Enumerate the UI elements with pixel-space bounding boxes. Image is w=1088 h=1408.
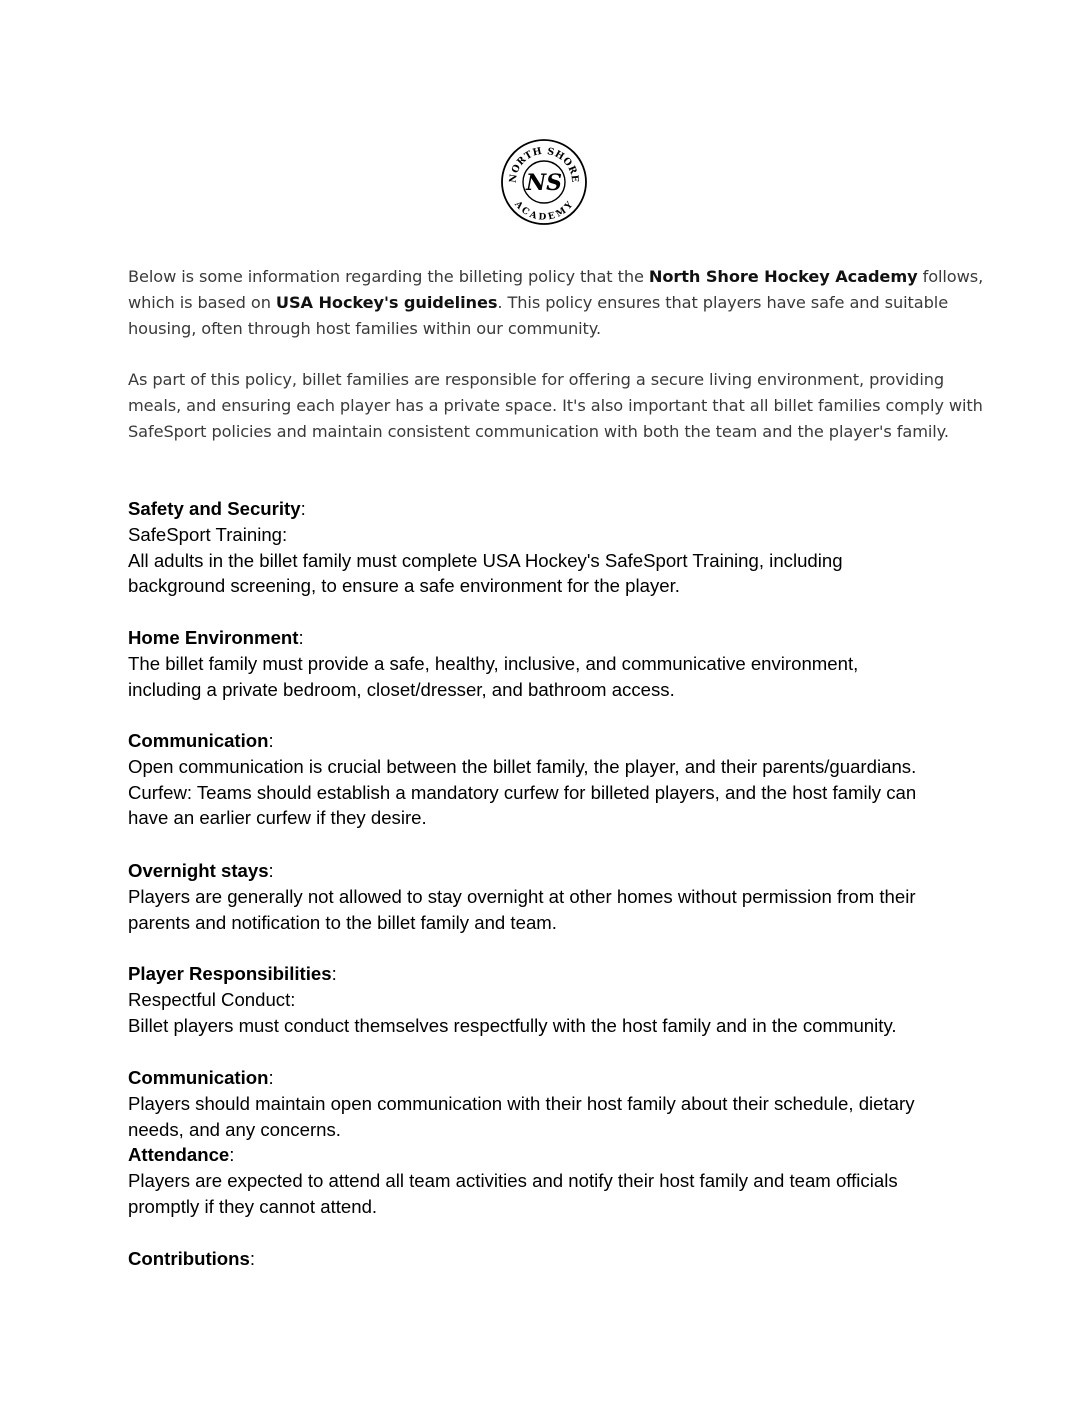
intro-paragraph-1 — [128, 264, 988, 341]
section-heading: Player Responsibilities — [128, 963, 332, 984]
section-contributions: Contributions: — [128, 1248, 256, 1269]
body-line: Players should maintain open communication with their host family about their schedule, dietary — [128, 1092, 915, 1114]
section-player-communication: Communication: Players should maintain open communication with their host family about their schedule, dietary needs, and any concerns. Attendance: Players are expected to attend all team activities and notify their host family and team officials promptly if they cannot attend. — [128, 1065, 988, 1220]
academy-name: North Shore Hockey Academy — [648, 267, 918, 286]
usa-hockey-guidelines: USA Hockey's guidelines — [275, 292, 498, 312]
body-line: Players are generally not allowed to stay overnight at other homes without permission from their — [128, 885, 916, 907]
section-heading: Attendance — [128, 1144, 230, 1166]
body-line: have an earlier curfew if they desire. — [128, 807, 427, 829]
section-communication: Communication: Open communication is crucial between the billet family, the player, and their parents/guardians. Curfew: Teams should establish a mandatory curfew for billeted players, and the host family can have an earlier curfew if they desire. — [128, 728, 988, 831]
section-heading: Overnight stays — [128, 860, 269, 881]
section-heading: Communication — [128, 730, 269, 751]
body-line: needs, and any concerns. — [128, 1118, 341, 1140]
body-line: Curfew: Teams should establish a mandatory curfew for billeted players, and the host family can — [128, 781, 917, 803]
logo-bottom-text: ACADEMY — [512, 199, 576, 223]
body-line: background screening, to ensure a safe environment for the player. — [128, 575, 680, 597]
logo-monogram: NS — [526, 170, 562, 196]
body-line: Players are expected to attend all team activities and notify their host family and team officials — [128, 1170, 898, 1192]
intro-text: Below is some information regarding the billeting policy that the — [128, 267, 649, 286]
section-safety-security: Safety and Security: SafeSport Training: All adults in the billet family must complete USA Hockey's SafeSport Training, including background screening, to ensure a safe environment for the player. — [128, 496, 988, 599]
body-line: including a private bedroom, closet/dresser, and bathroom access. — [128, 678, 675, 700]
section-heading: Home Environment — [128, 627, 299, 648]
body-line: The billet family must provide a safe, healthy, inclusive, and communicative environment, — [128, 652, 859, 674]
section-heading: Communication — [128, 1067, 269, 1088]
subheading: Respectful Conduct: — [128, 988, 296, 1010]
body-line: All adults in the billet family must complete USA Hockey's SafeSport Training, including — [128, 549, 843, 571]
section-home-environment: Home Environment: The billet family must provide a safe, healthy, inclusive, and communicative environment, including a private bedroom, closet/dresser, and bathroom access. — [128, 625, 988, 702]
body-line: Billet players must conduct themselves respectfully with the host family and in the community. — [128, 1014, 897, 1036]
body-line: Open communication is crucial between the billet family, the player, and their parents/guardians. — [128, 755, 917, 777]
logo-top-text: NORTH SHORE — [507, 145, 581, 184]
section-player-responsibilities: Player Responsibilities: Respectful Conduct: Billet players must conduct themselves respectfully with the host family and in the community. — [128, 961, 988, 1038]
section-heading: Safety and Security — [128, 498, 301, 519]
section-overnight-stays: Overnight stays: Players are generally not allowed to stay overnight at other homes without permission from their parents and notification to the billet family and team. — [128, 858, 988, 935]
intro-paragraph-2: As part of this policy, billet families are responsible for offering a secure living environment, providing meals, and ensuring each player has a private space. It's also important that all billet families comply with SafeSport policies and maintain consistent communication with both the team and the player's family. — [128, 370, 983, 441]
body-line: parents and notification to the billet family and team. — [128, 911, 557, 933]
subheading: SafeSport Training: — [128, 523, 288, 545]
intro-text: follows, which is based on — [128, 267, 984, 312]
north-shore-academy-logo — [500, 138, 588, 226]
section-heading: Contributions — [128, 1248, 250, 1269]
intro-text: . This policy ensures that players have safe and suitable housing, often through host families within our community. — [128, 292, 949, 338]
body-line: promptly if they cannot attend. — [128, 1195, 378, 1217]
